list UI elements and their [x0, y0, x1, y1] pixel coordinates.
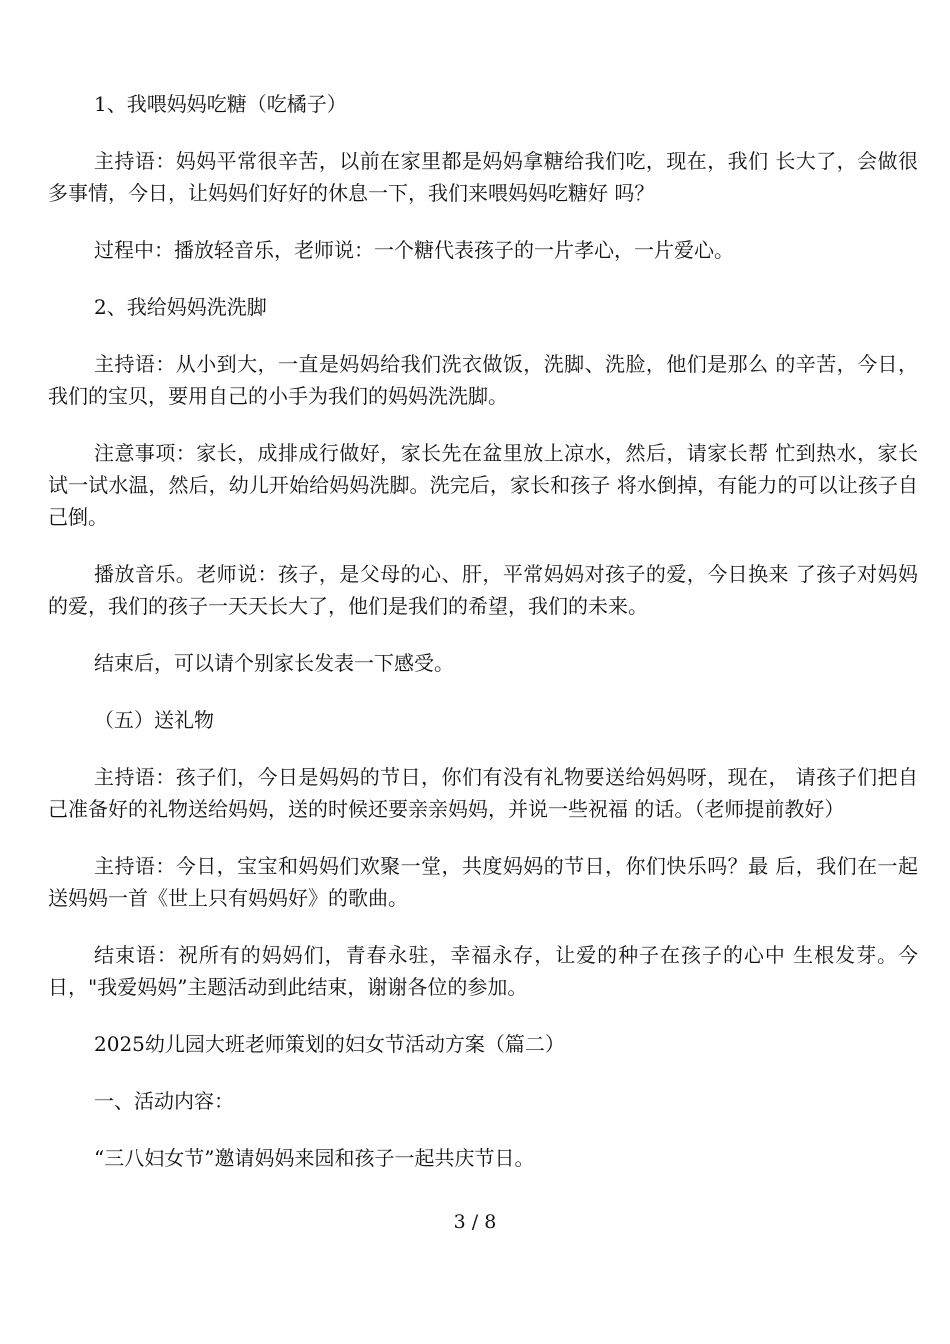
- section-heading: 一、活动内容：: [94, 1089, 234, 1113]
- body-paragraph: 主持语：妈妈平常很辛苦，以前在家里都是妈妈拿糖给我们吃，现在，我们 长大了，会做很多事情，今日，让妈妈们好好的休息一下，我们来喂妈妈吃糖好 吗？: [48, 149, 918, 205]
- body-paragraph: 主持语：孩子们，今日是妈妈的节日，你们有没有礼物要送给妈妈呀，现在， 请孩子们把自己准备好的礼物送给妈妈，送的时候还要亲亲妈妈，并说一些祝福 的话。（老师提前教好）: [48, 765, 918, 821]
- section-heading: （五）送礼物: [94, 708, 214, 732]
- body-paragraph: 播放音乐。老师说：孩子，是父母的心、肝，平常妈妈对孩子的爱，今日换来 了孩子对妈妈的爱，我们的孩子一天天长大了，他们是我们的希望，我们的未来。: [48, 562, 918, 618]
- section-heading: 1、我喂妈妈吃糖（吃橘子）: [94, 92, 347, 116]
- body-paragraph: 过程中：播放轻音乐，老师说：一个糖代表孩子的一片孝心，一片爱心。: [94, 238, 734, 262]
- body-paragraph: 结束语：祝所有的妈妈们，青春永驻，幸福永存，让爱的种子在孩子的心中 生根发芽。今日，"我爱妈妈”主题活动到此结束，谢谢各位的参加。: [48, 943, 918, 999]
- document-title-heading: 2025幼儿园大班老师策划的妇女节活动方案（篇二）: [94, 1032, 565, 1056]
- document-body: [48, 88, 918, 1199]
- body-paragraph: 主持语：今日，宝宝和妈妈们欢聚一堂，共度妈妈的节日，你们快乐吗？最 后，我们在一起送妈妈一首《世上只有妈妈好》的歌曲。: [48, 854, 918, 910]
- page-number: 3 / 8: [453, 1211, 497, 1233]
- body-paragraph: 结束后，可以请个别家长发表一下感受。: [94, 651, 454, 675]
- body-paragraph: 注意事项：家长，成排成行做好，家长先在盆里放上凉水，然后，请家长帮 忙到热水，家长试一试水温，然后，幼儿开始给妈妈洗脚。洗完后，家长和孩子 将水倒掉，有能力的可以让孩子自己倒。: [48, 441, 918, 529]
- body-paragraph: 主持语：从小到大，一直是妈妈给我们洗衣做饭，洗脚、洗脸，他们是那么 的辛苦，今日，我们的宝贝，要用自己的小手为我们的妈妈洗洗脚。: [48, 352, 918, 408]
- section-heading: 2、我给妈妈洗洗脚: [94, 295, 267, 319]
- body-paragraph: “三八妇女节”邀请妈妈来园和孩子一起共庆节日。: [94, 1146, 535, 1170]
